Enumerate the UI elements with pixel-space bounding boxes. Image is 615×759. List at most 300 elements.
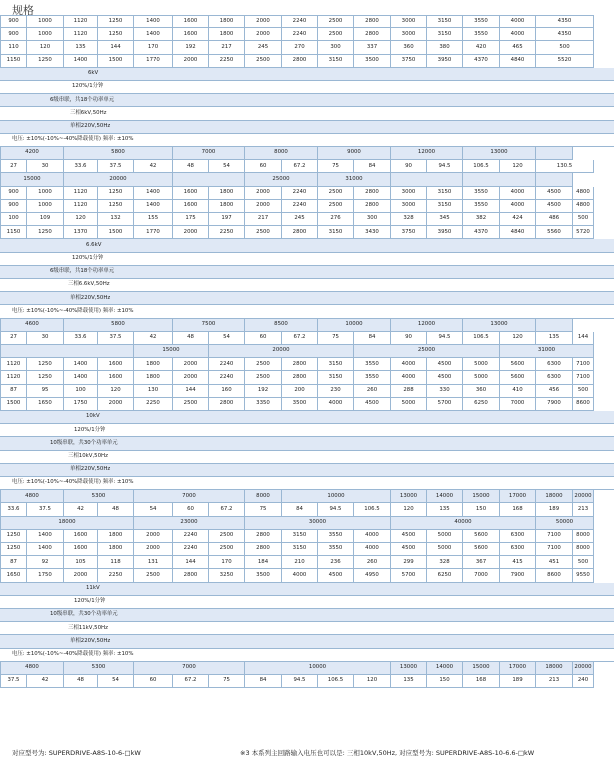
table-cell: 18000 xyxy=(536,662,573,675)
table-cell: 94.5 xyxy=(427,160,463,173)
table-cell: 8000 xyxy=(245,490,282,503)
table-cell: 3550 xyxy=(463,200,500,213)
table-cell: 60 xyxy=(173,503,209,516)
spec-text-row: 电压: ±10%(-10%~-40%降载使用) 频率: ±10% xyxy=(0,649,614,662)
table-cell: 2250 xyxy=(98,569,134,582)
table-cell: 3250 xyxy=(209,569,245,582)
table-cell: 12000 xyxy=(391,319,463,332)
table-row xyxy=(0,543,614,556)
table-cell: 135 xyxy=(536,332,573,345)
table-row xyxy=(0,173,614,186)
table-cell: 236 xyxy=(318,556,354,569)
table-cell: 1370 xyxy=(64,226,98,239)
table-cell: 2250 xyxy=(209,226,245,239)
table-cell: 2800 xyxy=(354,187,391,200)
table-cell: 31000 xyxy=(318,173,391,186)
table-cell: 260 xyxy=(354,556,391,569)
table-cell: 245 xyxy=(282,213,318,226)
table-cell: 120 xyxy=(64,213,98,226)
table-cell: 300 xyxy=(318,41,354,54)
table-cell: 84 xyxy=(282,503,318,516)
table-cell: 170 xyxy=(209,556,245,569)
table-row xyxy=(0,332,614,345)
table-cell: 345 xyxy=(427,213,463,226)
table-cell: 130.5 xyxy=(536,160,594,173)
table-cell: 1120 xyxy=(0,371,27,384)
table-cell: 5000 xyxy=(427,543,463,556)
table-cell: 1400 xyxy=(64,358,98,371)
table-cell: 4500 xyxy=(318,569,354,582)
table-cell: 3750 xyxy=(391,226,427,239)
table-cell: 94.5 xyxy=(282,675,318,688)
table-cell: 5000 xyxy=(427,530,463,543)
table-cell: 2800 xyxy=(245,543,282,556)
table-cell: 2500 xyxy=(245,55,282,68)
table-cell: 3000 xyxy=(391,15,427,28)
table-cell: 84 xyxy=(354,160,391,173)
table-cell: 12000 xyxy=(391,147,463,160)
table-cell: 3550 xyxy=(318,530,354,543)
table-cell: 1150 xyxy=(0,226,27,239)
table-cell: 131 xyxy=(134,556,173,569)
table-cell: 20000 xyxy=(209,345,354,358)
table-cell: 2240 xyxy=(173,543,209,556)
table-cell: 105 xyxy=(64,556,98,569)
table-cell: 4350 xyxy=(536,15,594,28)
table-cell: 37.5 xyxy=(0,675,27,688)
table-cell: 135 xyxy=(427,503,463,516)
table-cell: 2800 xyxy=(282,55,318,68)
table-cell: 3500 xyxy=(245,569,282,582)
table-cell: 54 xyxy=(209,332,245,345)
table-cell: 13000 xyxy=(391,490,427,503)
table-cell: 92 xyxy=(27,556,64,569)
table-row xyxy=(0,490,614,503)
table-row xyxy=(0,358,614,371)
table-cell: 75 xyxy=(318,160,354,173)
table-cell: 17000 xyxy=(500,662,536,675)
table-cell: 4350 xyxy=(536,28,594,41)
table-cell: 6300 xyxy=(500,543,536,556)
table-cell: 1500 xyxy=(98,55,134,68)
table-cell: 1250 xyxy=(98,200,134,213)
table-cell: 67.2 xyxy=(282,332,318,345)
table-cell: 900 xyxy=(0,28,27,41)
table-cell: 4370 xyxy=(463,226,500,239)
table-cell: 1650 xyxy=(27,398,64,411)
table-row xyxy=(0,385,614,398)
table-row xyxy=(0,530,614,543)
table-cell: 2240 xyxy=(282,28,318,41)
table-cell: 40000 xyxy=(391,517,536,530)
table-cell: 2500 xyxy=(318,187,354,200)
table-cell: 27 xyxy=(0,332,27,345)
table-cell: 130 xyxy=(134,385,173,398)
table-cell xyxy=(463,173,536,186)
spec-text-row: 10kV xyxy=(0,411,614,424)
spec-text-row: 单相220V,50Hz xyxy=(0,292,614,305)
spec-text-row: 10级串联，共30个功率单元 xyxy=(0,437,614,450)
table-cell: 106.5 xyxy=(318,675,354,688)
table-cell: 1000 xyxy=(27,15,64,28)
table-cell: 42 xyxy=(134,160,173,173)
table-cell: 4000 xyxy=(500,187,536,200)
table-cell: 5560 xyxy=(536,226,573,239)
table-cell: 90 xyxy=(391,160,427,173)
table-cell: 1600 xyxy=(173,187,209,200)
table-cell: 2800 xyxy=(282,226,318,239)
table-cell: 1770 xyxy=(134,226,173,239)
table-cell: 118 xyxy=(98,556,134,569)
table-cell: 7000 xyxy=(463,569,500,582)
table-cell: 6300 xyxy=(536,371,573,384)
table-cell: 48 xyxy=(64,675,98,688)
table-cell: 5000 xyxy=(463,358,500,371)
table-cell: 4800 xyxy=(573,200,594,213)
table-cell: 2000 xyxy=(134,543,173,556)
table-cell: 7900 xyxy=(500,569,536,582)
table-row xyxy=(0,345,614,358)
table-cell: 6300 xyxy=(536,358,573,371)
table-cell: 7900 xyxy=(536,398,573,411)
table-cell: 8000 xyxy=(573,530,594,543)
table-cell: 2800 xyxy=(173,569,209,582)
table-cell xyxy=(173,173,245,186)
table-cell: 1400 xyxy=(27,530,64,543)
table-cell: 14000 xyxy=(427,662,463,675)
spec-text-row: 120%/1分钟 xyxy=(0,596,614,609)
table-cell xyxy=(536,173,573,186)
table-cell: 10000 xyxy=(282,490,391,503)
spec-text-row: 6kV xyxy=(0,68,614,81)
table-cell: 1400 xyxy=(134,200,173,213)
table-cell: 31000 xyxy=(500,345,594,358)
table-cell: 60 xyxy=(245,332,282,345)
table-cell: 106.5 xyxy=(463,332,500,345)
table-cell: 42 xyxy=(134,332,173,345)
table-cell: 1600 xyxy=(98,371,134,384)
table-cell: 60 xyxy=(134,675,173,688)
table-cell: 95 xyxy=(27,385,64,398)
table-cell: 14000 xyxy=(427,490,463,503)
table-cell: 18000 xyxy=(0,517,134,530)
table-cell: 42 xyxy=(27,675,64,688)
table-cell: 192 xyxy=(173,41,209,54)
table-cell: 4000 xyxy=(354,543,391,556)
table-cell: 13000 xyxy=(463,319,536,332)
table-cell: 5000 xyxy=(391,398,427,411)
table-cell: 3150 xyxy=(318,371,354,384)
table-cell xyxy=(391,173,463,186)
table-cell: 300 xyxy=(354,213,391,226)
table-cell: 87 xyxy=(0,385,27,398)
table-cell: 7100 xyxy=(573,371,594,384)
table-cell: 2500 xyxy=(209,530,245,543)
table-cell: 144 xyxy=(573,332,594,345)
table-cell: 2240 xyxy=(209,371,245,384)
table-cell: 217 xyxy=(245,213,282,226)
table-cell: 2500 xyxy=(134,569,173,582)
table-cell: 4500 xyxy=(536,187,573,200)
table-cell: 1800 xyxy=(209,15,245,28)
table-cell: 9000 xyxy=(318,147,391,160)
table-row xyxy=(0,398,614,411)
table-cell: 30 xyxy=(27,160,64,173)
table-cell: 6250 xyxy=(463,398,500,411)
table-cell: 150 xyxy=(427,675,463,688)
table-cell: 2000 xyxy=(64,569,98,582)
table-cell: 4000 xyxy=(500,200,536,213)
table-cell: 3150 xyxy=(427,200,463,213)
table-cell: 3430 xyxy=(354,226,391,239)
table-cell: 120 xyxy=(98,385,134,398)
table-cell: 1750 xyxy=(27,569,64,582)
spec-text-row: 120%/1分钟 xyxy=(0,81,614,94)
table-cell: 4500 xyxy=(354,398,391,411)
table-cell: 42 xyxy=(64,503,98,516)
table-cell: 2500 xyxy=(245,358,282,371)
table-cell: 4500 xyxy=(536,200,573,213)
table-cell: 1120 xyxy=(64,187,98,200)
table-cell: 106.5 xyxy=(354,503,391,516)
table-cell: 337 xyxy=(354,41,391,54)
table-cell: 7000 xyxy=(500,398,536,411)
spec-text-row: 三相10kV,50Hz xyxy=(0,451,614,464)
table-cell: 5600 xyxy=(463,530,500,543)
table-cell: 1250 xyxy=(27,358,64,371)
table-row xyxy=(0,503,614,516)
table-cell: 3500 xyxy=(354,55,391,68)
table-cell: 135 xyxy=(391,675,427,688)
table-cell: 213 xyxy=(573,503,594,516)
table-cell: 1400 xyxy=(134,187,173,200)
table-cell: 1770 xyxy=(134,55,173,68)
table-cell: 1250 xyxy=(27,55,64,68)
table-cell: 1250 xyxy=(27,371,64,384)
table-cell: 5600 xyxy=(500,358,536,371)
table-cell: 3000 xyxy=(391,200,427,213)
table-cell: 360 xyxy=(463,385,500,398)
spec-text-row: 电压: ±10%(-10%~-40%降载使用) 频率: ±10% xyxy=(0,477,614,490)
table-cell: 2000 xyxy=(245,187,282,200)
table-cell: 15000 xyxy=(463,490,500,503)
table-cell: 3000 xyxy=(391,187,427,200)
table-cell: 4500 xyxy=(427,371,463,384)
table-cell: 5800 xyxy=(64,147,173,160)
table-cell: 2500 xyxy=(318,28,354,41)
table-cell: 500 xyxy=(573,556,594,569)
table-row xyxy=(0,226,614,239)
table-cell: 900 xyxy=(0,200,27,213)
table-cell: 1800 xyxy=(134,371,173,384)
table-row xyxy=(0,662,614,675)
table-cell: 4500 xyxy=(427,358,463,371)
table-row xyxy=(0,200,614,213)
table-cell: 37.5 xyxy=(98,332,134,345)
table-cell: 7100 xyxy=(536,543,573,556)
table-row xyxy=(0,213,614,226)
table-cell: 2240 xyxy=(282,200,318,213)
table-cell: 1750 xyxy=(64,398,98,411)
table-cell: 1800 xyxy=(209,28,245,41)
table-row xyxy=(0,41,614,54)
table-cell: 2800 xyxy=(354,15,391,28)
footer-model-left: 对应型号为: SUPERDRIVE-A8S-10-6-□kW xyxy=(12,749,141,757)
table-cell: 900 xyxy=(0,187,27,200)
table-cell: 13000 xyxy=(391,662,427,675)
table-cell: 132 xyxy=(98,213,134,226)
table-cell: 87 xyxy=(0,556,27,569)
table-cell: 210 xyxy=(282,556,318,569)
table-cell: 37.5 xyxy=(98,160,134,173)
table-cell: 23000 xyxy=(134,517,245,530)
table-cell: 7100 xyxy=(536,530,573,543)
table-cell: 3150 xyxy=(282,543,318,556)
table-row xyxy=(0,28,614,41)
table-cell: 25000 xyxy=(245,173,318,186)
table-cell: 240 xyxy=(573,675,594,688)
table-cell: 48 xyxy=(98,503,134,516)
table-cell: 30000 xyxy=(245,517,391,530)
table-row xyxy=(0,55,614,68)
table-cell: 1000 xyxy=(27,28,64,41)
table-cell: 1600 xyxy=(173,28,209,41)
table-cell: 4840 xyxy=(500,226,536,239)
table-cell: 144 xyxy=(173,385,209,398)
table-cell: 75 xyxy=(245,503,282,516)
table-cell: 4000 xyxy=(500,15,536,28)
table-cell: 1400 xyxy=(64,55,98,68)
table-cell: 10000 xyxy=(318,319,391,332)
table-cell: 2500 xyxy=(318,15,354,28)
table-cell xyxy=(536,147,573,160)
table-cell: 155 xyxy=(134,213,173,226)
table-cell: 168 xyxy=(500,503,536,516)
table-row xyxy=(0,556,614,569)
table-cell: 10000 xyxy=(245,662,391,675)
table-cell: 168 xyxy=(463,675,500,688)
table-cell: 9550 xyxy=(573,569,594,582)
table-cell: 456 xyxy=(536,385,573,398)
spec-text-row: 6级串联，共18个功率单元 xyxy=(0,266,614,279)
table-cell: 3350 xyxy=(245,398,282,411)
table-cell: 150 xyxy=(463,503,500,516)
table-cell: 330 xyxy=(427,385,463,398)
table-cell: 1400 xyxy=(27,543,64,556)
table-cell: 420 xyxy=(463,41,500,54)
table-cell: 2250 xyxy=(134,398,173,411)
table-cell: 245 xyxy=(245,41,282,54)
table-cell: 1800 xyxy=(98,543,134,556)
table-cell: 4000 xyxy=(391,371,427,384)
table-row xyxy=(0,160,614,173)
table-cell: 5600 xyxy=(500,371,536,384)
table-cell: 7500 xyxy=(173,319,245,332)
table-cell: 8000 xyxy=(573,543,594,556)
table-cell: 1800 xyxy=(134,358,173,371)
table-cell: 3550 xyxy=(354,371,391,384)
table-cell: 1800 xyxy=(209,187,245,200)
table-cell: 13000 xyxy=(463,147,536,160)
table-cell: 3950 xyxy=(427,55,463,68)
table-cell: 144 xyxy=(173,556,209,569)
table-row xyxy=(0,569,614,582)
table-cell: 2500 xyxy=(173,398,209,411)
table-cell: 3550 xyxy=(463,15,500,28)
spec-text-row: 三相6kV,50Hz xyxy=(0,107,614,120)
table-cell: 4840 xyxy=(500,55,536,68)
table-cell: 1120 xyxy=(64,28,98,41)
table-cell: 20000 xyxy=(64,173,173,186)
table-cell: 8500 xyxy=(245,319,318,332)
table-cell: 2000 xyxy=(173,55,209,68)
table-cell: 2800 xyxy=(282,358,318,371)
table-cell: 2240 xyxy=(209,358,245,371)
table-cell: 3150 xyxy=(427,28,463,41)
table-cell: 2000 xyxy=(173,371,209,384)
table-cell: 4000 xyxy=(354,530,391,543)
table-cell: 270 xyxy=(282,41,318,54)
table-cell: 451 xyxy=(536,556,573,569)
table-cell: 5300 xyxy=(64,662,134,675)
table-cell: 1600 xyxy=(64,543,98,556)
spec-text-row: 11kV xyxy=(0,583,614,596)
table-cell: 3550 xyxy=(463,187,500,200)
table-cell: 7000 xyxy=(134,662,245,675)
spec-text-row: 单相220V,50Hz xyxy=(0,635,614,648)
table-cell: 37.5 xyxy=(27,503,64,516)
table-cell: 1600 xyxy=(98,358,134,371)
table-cell: 3500 xyxy=(282,398,318,411)
table-cell: 67.2 xyxy=(173,675,209,688)
spec-text-row: 电压: ±10%(-10%~-40%降载使用) 频率: ±10% xyxy=(0,134,614,147)
table-cell: 1800 xyxy=(209,200,245,213)
table-cell: 4800 xyxy=(0,490,64,503)
table-cell: 2000 xyxy=(173,226,209,239)
table-cell: 120 xyxy=(354,675,391,688)
table-cell: 50000 xyxy=(536,517,594,530)
table-cell: 500 xyxy=(573,385,594,398)
table-cell: 2800 xyxy=(354,28,391,41)
table-cell: 100 xyxy=(64,385,98,398)
table-cell: 110 xyxy=(0,41,27,54)
table-cell: 120 xyxy=(391,503,427,516)
table-cell: 328 xyxy=(427,556,463,569)
spec-text-row: 单相220V,50Hz xyxy=(0,464,614,477)
table-cell: 4500 xyxy=(391,530,427,543)
footer-note-right: ※3 本系列主回路输入电压也可以是: 三相10kV,50Hz, 对应型号为: SUPERDRIVE-A8S-10-6.6-□kW xyxy=(240,749,535,757)
table-cell: 3150 xyxy=(318,358,354,371)
table-cell: 3150 xyxy=(282,530,318,543)
table-cell: 5300 xyxy=(64,490,134,503)
table-cell: 424 xyxy=(500,213,536,226)
table-cell: 184 xyxy=(245,556,282,569)
table-cell: 2000 xyxy=(245,15,282,28)
table-cell: 4800 xyxy=(573,187,594,200)
table-cell: 135 xyxy=(64,41,98,54)
table-cell: 3000 xyxy=(391,28,427,41)
table-cell: 2500 xyxy=(209,543,245,556)
table-cell: 8600 xyxy=(536,569,573,582)
table-cell: 33.6 xyxy=(64,160,98,173)
table-cell: 8600 xyxy=(573,398,594,411)
table-cell: 15000 xyxy=(0,173,64,186)
table-cell: 4000 xyxy=(318,398,354,411)
table-cell: 217 xyxy=(209,41,245,54)
table-cell: 67.2 xyxy=(282,160,318,173)
table-cell: 175 xyxy=(173,213,209,226)
table-row xyxy=(0,675,614,688)
